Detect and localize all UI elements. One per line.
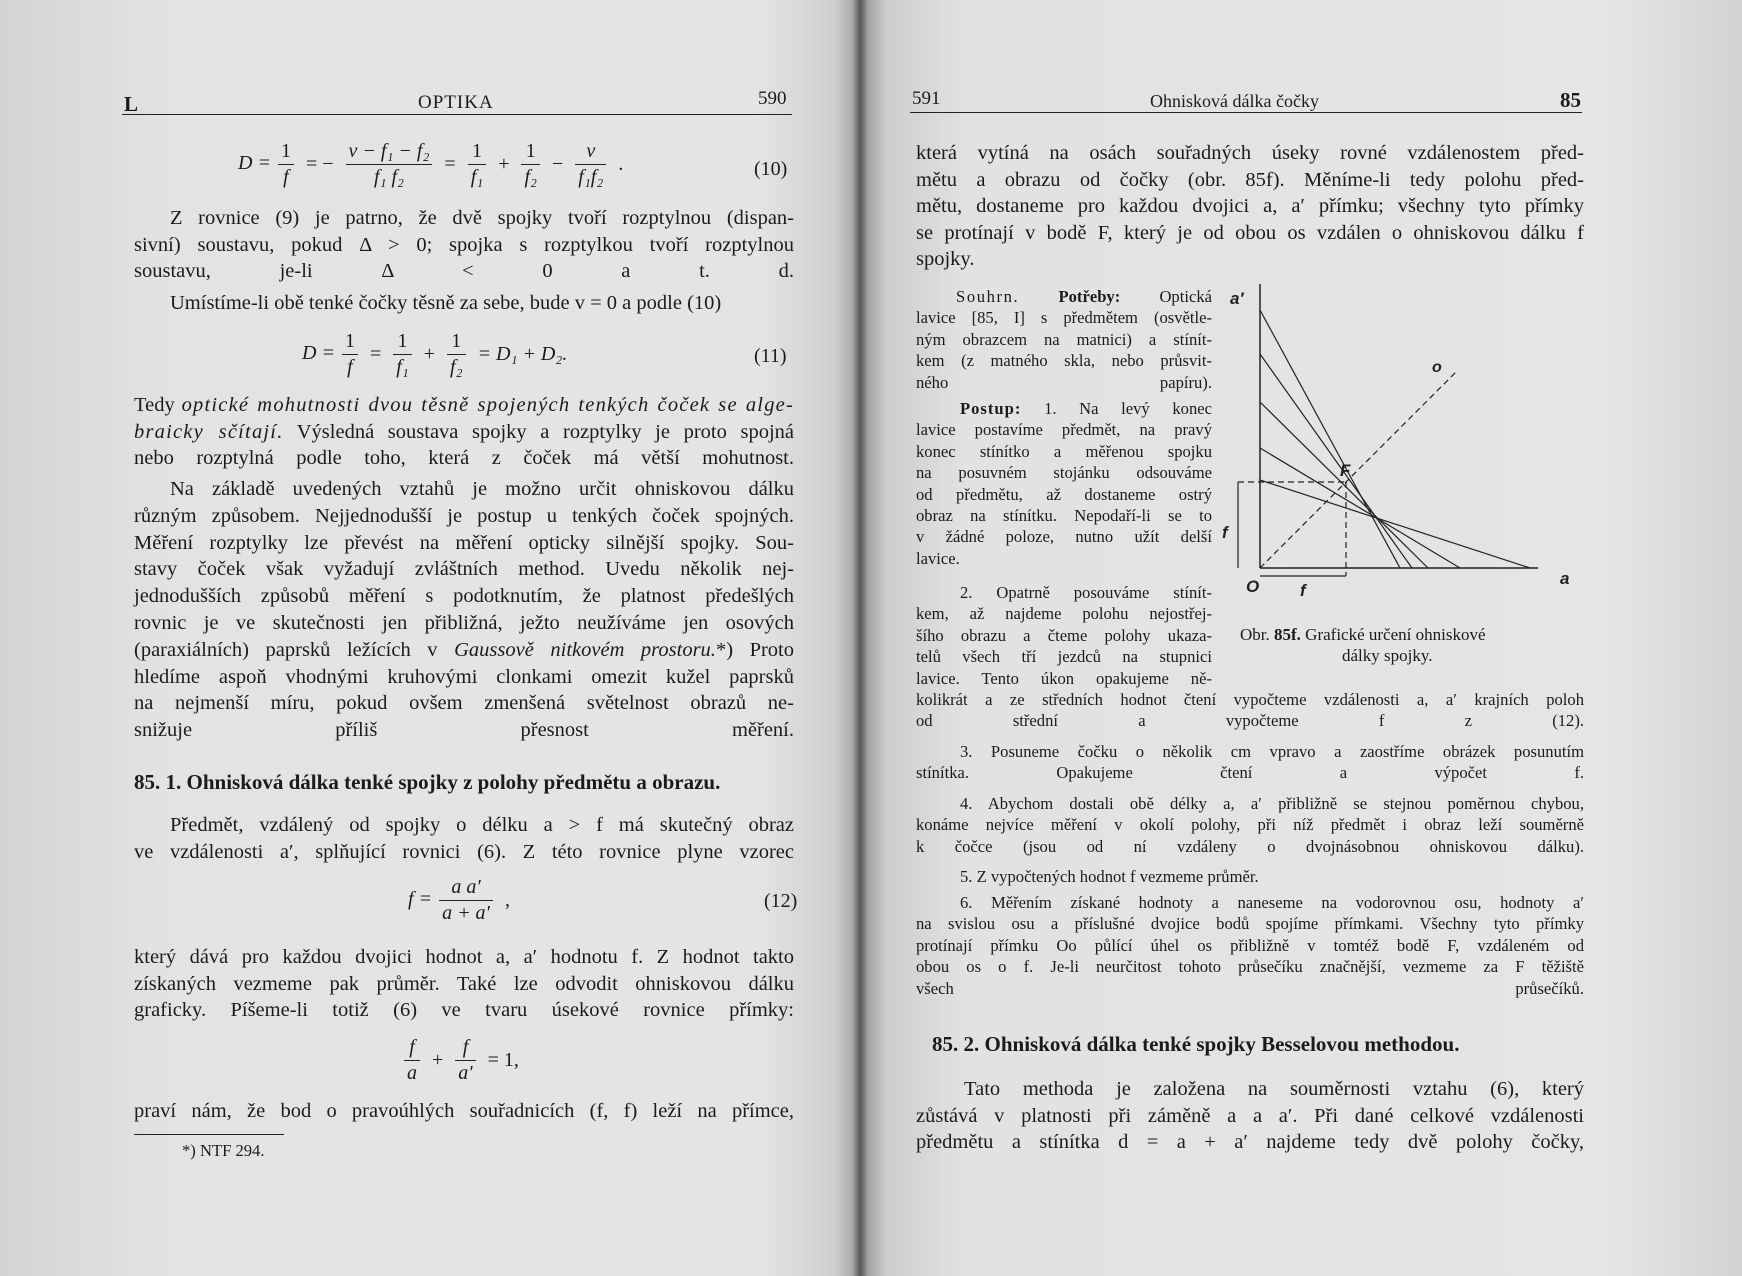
postup-line-5: od předmětu, až dostaneme ostrý: [916, 484, 1212, 504]
left-p6-line-1: který dává pro každou dvojici hodnot a, a′ hodnotu f. Z hodnot takto: [134, 946, 794, 968]
caption-prefix: Obr.: [1240, 625, 1270, 644]
left-p3-start: Tedy: [134, 394, 182, 416]
souhrn-block: [916, 286, 1212, 393]
step4-line-1: 4. Abychom dostali obě délky a, a′ přibližně se stejnou poměrnou chybou,: [960, 794, 1584, 813]
postup-line-6: obraz na stínítku. Nepodaří-li se to: [916, 506, 1212, 526]
right-page-number-left: 591: [912, 88, 941, 109]
postup-line-2: lavice postavíme předmět, na pravý: [916, 420, 1212, 440]
right-plast-line-3: předmětu a stínítka d = a + a′ najdeme tedy dvě polohy čočky,: [916, 1131, 1584, 1154]
eq11-frac1-den: f: [347, 356, 353, 378]
eq12-lhs: f =: [408, 888, 433, 911]
footnote-rule: [134, 1134, 284, 1135]
section-85-1-title: 85. 1. Ohnisková dálka tenké spojky z polohy předmětu a obrazu.: [134, 770, 721, 794]
eq11-frac2-num: 1: [393, 330, 412, 355]
left-p4-line-10: snižuje příliš přesnost měření.: [134, 719, 794, 742]
left-page-number: 590: [758, 88, 787, 109]
figure-85f: [1218, 276, 1598, 606]
label-F: F: [1340, 461, 1351, 480]
intercept-frac2-den: a′: [458, 1062, 473, 1084]
step6-line-1: 6. Měřením získané hodnoty a naneseme na vodorovnou osu, hodnoty a′: [960, 893, 1584, 912]
postup-line-7: v žádné poloze, nutno užít delší: [916, 527, 1212, 547]
label-a-prime: a′: [1230, 289, 1244, 308]
right-p1-line-4: se protínají v bodě F, který je od obou os vzdálen o ohniskovou dálku f: [916, 221, 1584, 244]
label-f-bottom: f: [1300, 581, 1306, 600]
right-p1-line-1: která vytíná na osách souřadných úseky rovné vzdálenostem před-: [916, 142, 1584, 164]
eq10-frac4-den: f₂: [524, 166, 537, 188]
figure-caption-line-2: dálky spojky.: [1342, 646, 1433, 665]
eq10-frac3-num: 1: [468, 140, 487, 165]
left-p4-line-1: Na základě uvedených vztahů je možno určit ohniskovou dálku: [170, 478, 794, 500]
book-gutter: [852, 0, 868, 1276]
step2-line-2: kem, až najdeme polohu nejostřej-: [916, 604, 1212, 624]
souhrn-line-1: Optická: [1159, 287, 1212, 306]
left-p6-line-2: získaných vezmeme pak průměr. Také lze odvodit ohniskovou dálku: [134, 972, 794, 995]
right-header-title: Ohnisková dálka čočky: [1150, 91, 1319, 111]
left-p7-line-1: praví nám, že bod o pravoúhlých souřadnicích (f, f) leží na přímce,: [134, 1100, 794, 1122]
right-p1-line-5: spojky.: [916, 248, 975, 271]
left-p3-emphasis-2: braicky sčítají.: [134, 420, 284, 443]
eq11-rhs: = D₁ + D₂.: [477, 343, 568, 365]
left-p5-line-1: Předmět, vzdálený od spojky o délku a > f má skutečný obraz: [170, 814, 794, 836]
intercept-frac1-num: f: [404, 1036, 420, 1061]
label-o: o: [1432, 359, 1442, 376]
eq11-frac3-den: f₂: [450, 356, 463, 378]
left-p4-line-4: stavy čoček však vyžadují zvláštních method. Uvedu několik nej-: [134, 558, 794, 581]
souhrn-line-2: lavice [85, I] s předmětem (osvětle-: [916, 308, 1212, 328]
step6-line-4: obou os o f. Je-li neurčitost tohoto průsečíku značnější, vezmeme za F těžiště: [916, 957, 1584, 977]
postup-line-4: na posuvném stojánku odsouváme: [916, 463, 1212, 483]
step2-wide-line-2: od střední a vypočteme f z (12).: [916, 711, 1584, 731]
left-header-marker: L: [124, 92, 139, 116]
right-plast-line-1: Tato methoda je založena na souměrnosti vztahu (6), který: [964, 1078, 1584, 1100]
intercept-rhs: = 1,: [487, 1049, 519, 1071]
step6-line-5: všech průsečíků.: [916, 978, 1584, 998]
step-2-narrow: [916, 582, 1212, 689]
caption-number: 85f.: [1274, 625, 1301, 644]
souhrn-line-4: kem (z matného skla, nebo průsvit-: [916, 351, 1212, 371]
step6-line-2: na svislou osu a příslušné dvojice bodů spojíme přímkami. Všechny tyto přímky: [916, 914, 1584, 934]
left-p4-gauss-term: Gaussově nitkovém prostoru.: [454, 638, 716, 661]
eq10-frac2-den: f₁ f₂: [373, 166, 404, 188]
step2-line-1: 2. Opatrně posouváme stínít-: [960, 583, 1212, 602]
eq11-frac1-num: 1: [342, 330, 358, 355]
eq10-frac4-num: 1: [521, 140, 540, 165]
eq12-den: a + a′: [442, 902, 490, 924]
postup-line-1: 1. Na levý konec: [1044, 399, 1212, 418]
step-2-wide: [916, 689, 1584, 732]
right-paragraph-1: [916, 140, 1584, 273]
left-p4-line-6: rovnic je ve skutečnosti jen přibližná, ježto neužíváme jen osových: [134, 611, 794, 634]
step2-line-3: šího obrazu a čteme polohy ukaza-: [916, 625, 1212, 645]
left-paragraph-5: [134, 812, 794, 865]
step3-line-2: stínítka. Opakujeme čtení a výpočet f.: [916, 763, 1584, 783]
label-f-left: f: [1222, 523, 1228, 542]
left-p5-line-2: ve vzdálenosti a′, splňující rovnici (6). Z této rovnice plyne vzorec: [134, 840, 794, 863]
line-1: [1260, 310, 1400, 568]
equation-12: [408, 876, 515, 925]
line-4: [1260, 448, 1460, 568]
left-p3-line-3: nebo rozptylná podle toho, která z čoček má větší mohutnost.: [134, 447, 794, 470]
eq10-sign: = −: [305, 153, 334, 175]
step3-line-1: 3. Posuneme čočku o několik cm vpravo a zaostříme obrázek posunutím: [960, 742, 1584, 761]
left-paragraph-1: [134, 205, 794, 285]
left-p4-line-2: různým způsobem. Nejjednodušší je postup u tenkých čoček spojných.: [134, 504, 794, 527]
left-header-rule: [122, 114, 792, 115]
postup-line-3: konec stínítko a měřenou spojku: [916, 441, 1212, 461]
right-header-rule: [910, 112, 1582, 113]
eq11-lhs: D =: [302, 342, 335, 365]
step2-line-5: lavice. Tento úkon opakujeme ně-: [916, 668, 1212, 688]
step2-wide-line-1: kolikrát a ze středních hodnot čtení vypočteme vzdálenosti a, a′ krajních poloh: [916, 690, 1584, 709]
left-p6-line-3: graficky. Píšeme-li totiž (6) ve tvaru úsekové rovnice přímky:: [134, 999, 794, 1022]
left-paragraph-7: [134, 1098, 794, 1125]
left-p1-line-2: sivní) soustavu, pokud Δ > 0; spojka s rozptylkou tvoří rozptylnou: [134, 233, 794, 256]
eq10-frac1-den: f: [283, 166, 289, 188]
left-p3-emphasis-1: optické mohutnosti dvou těsně spojených tenkých čoček se alge-: [181, 394, 794, 416]
postup-line-8: lavice.: [916, 548, 960, 568]
line-5: [1260, 480, 1530, 568]
right-p1-line-2: mětu a obrazu od čočky (obr. 85f). Měníme-li tedy polohu před-: [916, 168, 1584, 191]
bisector-line: [1260, 370, 1458, 568]
right-page-number-right: 85: [1560, 88, 1581, 112]
step4-line-3: k čočce (jsou od ní vzdáleny o dvojnásobnou ohniskovou dálku).: [916, 836, 1584, 856]
step-4: [916, 793, 1584, 857]
right-paragraph-last: [916, 1076, 1584, 1156]
step-6: [916, 892, 1584, 999]
left-p1-line-1: Z rovnice (9) je patrno, že dvě spojky tvoří rozptylnou (dispan-: [170, 207, 794, 229]
left-p4-line-5: jednodušších způsobů měření s podotknutím, že platnost předešlých: [134, 585, 794, 608]
left-paragraph-2: Umístíme-li obě tenké čočky těsně za sebe, bude v = 0 a podle (10): [170, 292, 722, 314]
souhrn-line-3: ným obrazcem na matnici) a stínít-: [916, 329, 1212, 349]
left-p4-line-7-start: (paraxiálních) paprsků ležících v: [134, 638, 455, 661]
left-p1-line-3: soustavu, je-li Δ < 0 a t. d.: [134, 260, 794, 283]
step-5: 5. Z vypočtených hodnot f vezmeme průměr.: [960, 867, 1259, 886]
intercept-frac1-den: a: [407, 1062, 417, 1084]
figure-85f-diagram: [1218, 276, 1598, 606]
step6-line-3: protínají přímku Oo půlící úhel os přibližně v tomtéž bodě F, vzdáleném od: [916, 935, 1584, 955]
eq10-frac3-den: f₁: [470, 166, 484, 188]
label-O: O: [1246, 577, 1260, 596]
souhrn-label: Souhrn.: [956, 287, 1020, 306]
equation-10-number: (10): [754, 158, 788, 180]
left-p4-line-3: Měření rozptylky lze převést na měření opticky silnější spojky. Sou-: [134, 531, 794, 554]
step4-line-2: konáme nejvíce měření v okolí polohy, při níž předmět i obraz leží souměrně: [916, 815, 1584, 835]
left-paragraph-4: [134, 476, 794, 744]
step-3: [916, 741, 1584, 784]
eq12-comma: ,: [504, 889, 510, 911]
eq10-frac5-den: f₁f₂: [578, 166, 604, 188]
intercept-frac2-num: f: [455, 1036, 475, 1061]
footnote: *) NTF 294.: [182, 1141, 265, 1160]
equation-12-number: (12): [764, 890, 798, 912]
postup-label: Postup:: [960, 399, 1022, 418]
left-p4-line-8: hledíme aspoň vhodnými kruhovými clonkami omezit kužel paprsků: [134, 665, 794, 688]
eq12-num: a a′: [439, 876, 493, 901]
label-a: a: [1560, 569, 1570, 588]
figure-caption-line-1: [1240, 624, 1486, 645]
section-85-2-title: 85. 2. Ohnisková dálka tenké spojky Besselovou methodou.: [932, 1032, 1460, 1056]
step2-line-4: telů všech tří jezdců na stupnici: [916, 647, 1212, 667]
eq10-frac2-num: v − f₁ − f₂: [346, 140, 433, 165]
left-header-title: OPTIKA: [418, 92, 494, 113]
equation-11: D = $\frac{1}{f}$ = $\frac{1}{\text{f₁}}$ + $\frac{1}{\text{f₂}}$ = D₁ + D₂.: [302, 330, 568, 378]
caption-text-1: Grafické určení ohniskové: [1305, 625, 1486, 644]
equation-11-number: (11): [754, 345, 787, 367]
right-p1-line-3: mětu, dostaneme pro každou dvojici a, a′ přímku; všechny tyto přímky: [916, 195, 1584, 218]
souhrn-line-5: ného papíru).: [916, 372, 1212, 392]
eq11-frac2-den: f₁: [396, 356, 409, 378]
equation-10: D = $\frac{1}{f}$ = − $\frac{\text{v − f₁ − f₂}}{\text{f₁ f₂}}$ = $\frac{1}{\text{f₁}}$ + $\frac{1}{\text{f₂}}$ − $\frac{v}{\text{f₁f₂}}$ .: [238, 140, 624, 188]
potreby-label: Potřeby:: [1058, 287, 1121, 306]
equation-intercept: $\frac{f}{a}$ + $\frac{f}{a'}$ = 1,: [402, 1036, 524, 1085]
eq10-frac1-num: 1: [278, 140, 294, 165]
left-p4-line-9: na nejmenší míru, pokud ovšem zmenšená světelnost obrazů ne-: [134, 692, 794, 715]
eq10-frac5-num: v: [575, 140, 606, 165]
left-paragraph-3: [134, 392, 794, 472]
left-paragraph-6: [134, 944, 794, 1024]
right-plast-line-2: zůstává v platnosti při záměně a a a′. Při dané celkové vzdálenosti: [916, 1104, 1584, 1127]
postup-block: [916, 398, 1212, 569]
left-p3-rest: Výsledná soustava spojky a rozptylky je proto spojná: [283, 420, 794, 443]
eq11-frac3-num: 1: [447, 330, 466, 355]
eq10-lhs: D =: [238, 152, 271, 175]
left-p4-line-7-end: *) Proto: [715, 638, 794, 661]
